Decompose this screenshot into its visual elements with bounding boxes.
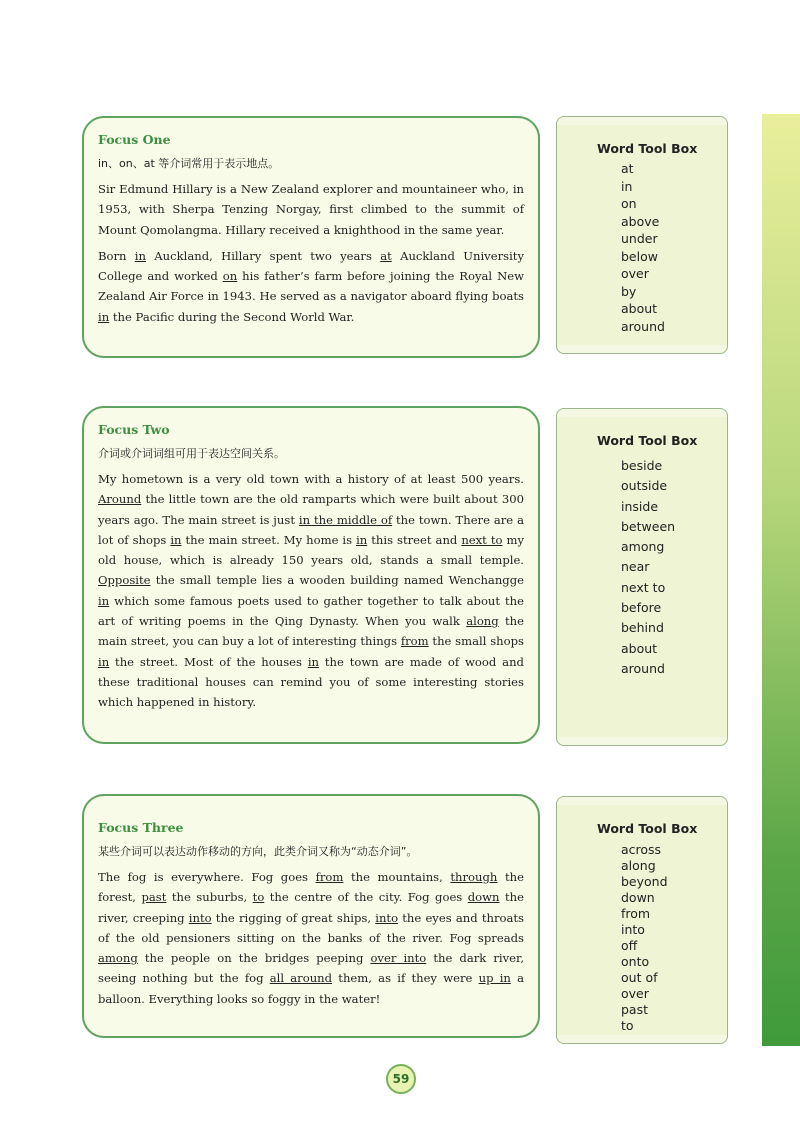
tool-word: across <box>621 842 662 857</box>
tool-word: by <box>621 283 637 299</box>
highlighted-preposition: along <box>466 614 499 629</box>
focus-subtitle: in、on、at 等介词常用于表示地点。 <box>98 157 280 170</box>
text-segment: this street and <box>367 532 462 547</box>
word-list <box>557 160 727 335</box>
tool-word: between <box>621 518 676 534</box>
tool-word: inside <box>621 498 659 514</box>
word-tool-box-two <box>556 416 728 738</box>
paragraph <box>98 469 524 713</box>
tool-word: down <box>621 890 655 905</box>
word-tool-box-one <box>556 124 728 346</box>
highlighted-preposition: in <box>134 248 146 263</box>
tool-word: at <box>621 161 634 176</box>
tool-word: from <box>621 906 651 921</box>
focus-title: Focus Three <box>98 820 184 835</box>
text-segment: Auckland University College and worked <box>98 248 524 284</box>
text-segment: the people on the bridges peeping <box>137 951 371 966</box>
text-segment: the eyes and throats of the old pensioners sitting on the banks of the river. Fog spreads <box>98 910 525 945</box>
highlighted-preposition: from <box>315 870 344 884</box>
highlighted-preposition: in <box>170 532 182 547</box>
text-segment: the main street. My home is <box>181 532 357 547</box>
side-color-bar <box>762 114 800 1046</box>
tool-word: beside <box>621 458 663 473</box>
highlighted-preposition: all around <box>269 971 333 986</box>
tool-word: over <box>621 266 649 281</box>
text-segment: a balloon. Everything looks so foggy in the water! <box>98 971 525 1006</box>
focus-subtitle: 介词或介词词组可用于表达空间关系。 <box>98 447 285 460</box>
tool-word: around <box>621 318 665 334</box>
highlighted-preposition: in <box>98 309 110 324</box>
highlighted-preposition: in <box>98 654 110 669</box>
tool-word: about <box>621 301 658 316</box>
tool-word: before <box>621 600 662 616</box>
highlighted-preposition: in <box>98 593 110 608</box>
text-segment: the town are made of wood and these traditional houses can remind you of some interesting stories which happened in history. <box>98 654 524 710</box>
highlighted-preposition: into <box>375 910 399 925</box>
text-segment: the forest, <box>98 870 524 905</box>
focus-title: Focus Two <box>98 422 170 437</box>
tool-word: beyond <box>621 874 668 889</box>
toolbox-title: Word Tool Box <box>597 821 698 836</box>
tool-word: onto <box>621 954 650 969</box>
tool-word: along <box>621 858 656 873</box>
highlighted-preposition: Around <box>98 492 142 507</box>
tool-word: over <box>621 986 649 1001</box>
highlighted-preposition: Opposite <box>98 573 151 588</box>
text-segment: the small temple lies a wooden building named Wenchangge <box>150 573 524 588</box>
focus-paragraphs <box>98 469 524 713</box>
highlighted-preposition: up in <box>478 971 511 986</box>
highlighted-preposition: next to <box>461 532 503 547</box>
text-segment: which some famous poets used to gather together to talk about the art of writing poems in the Qing Dynasty. When you walk <box>98 593 524 629</box>
toolbox-title: Word Tool Box <box>597 433 698 448</box>
highlighted-preposition: over into <box>370 951 427 966</box>
focus-one-box <box>82 116 540 358</box>
highlighted-preposition: in <box>307 654 320 669</box>
tool-word: under <box>621 231 658 246</box>
highlighted-preposition: in <box>356 532 368 547</box>
paragraph <box>98 179 524 240</box>
toolbox-title: Word Tool Box <box>597 141 698 156</box>
focus-paragraphs <box>98 179 524 327</box>
text-segment: the dark river, seeing nothing but the fog <box>98 951 524 986</box>
tool-word: above <box>621 213 660 229</box>
highlighted-preposition: down <box>467 890 500 905</box>
tool-word: on <box>621 196 637 211</box>
page-number: 59 <box>386 1064 416 1094</box>
text-segment: the centre of the city. Fog goes <box>264 890 468 905</box>
tool-word: in <box>621 178 633 194</box>
tool-word: below <box>621 248 658 264</box>
focus-paragraphs <box>98 867 524 1009</box>
tool-word: among <box>621 539 665 555</box>
text-segment: them, as if they were <box>332 971 479 986</box>
tool-word: into <box>621 922 645 937</box>
highlighted-preposition: through <box>450 870 498 884</box>
focus-title: Focus One <box>98 132 171 147</box>
highlighted-preposition: among <box>98 951 138 966</box>
text-segment: the river, creeping <box>98 890 524 925</box>
highlighted-preposition: from <box>400 634 429 649</box>
text-segment: the town. There are a lot of shops <box>98 512 524 547</box>
word-list <box>557 456 727 679</box>
text-segment: my old house, which is already 150 years old, stands a small temple. <box>98 532 524 568</box>
paragraph <box>98 867 524 1009</box>
tool-word: about <box>621 640 658 656</box>
text-segment: the mountains, <box>343 870 451 884</box>
text-segment: Auckland, Hillary spent two years <box>145 248 381 263</box>
tool-word: outside <box>621 478 668 494</box>
tool-word: past <box>621 1002 649 1017</box>
text-segment: Born <box>98 248 135 263</box>
word-tool-box-three <box>556 804 728 1036</box>
focus-two-box <box>82 406 540 744</box>
tool-word: to <box>621 1018 634 1033</box>
text-segment: Sir Edmund Hillary is a New Zealand explorer and mountaineer who, in 1953, with Sherpa Tenzing Norgay, first climbed to the summit of Mount Qomolangma. Hillary received a knighthood in the same year. <box>98 182 524 237</box>
tool-word: next to <box>621 579 666 595</box>
word-list <box>557 842 727 1034</box>
highlighted-preposition: at <box>380 248 392 263</box>
text-segment: his father’s farm before joining the Royal New Zealand Air Force in 1943. He served as a navigator aboard flying boats <box>98 269 524 304</box>
text-segment: The fog is everywhere. Fog goes <box>98 870 316 884</box>
text-segment: the rigging of great ships, <box>211 910 376 925</box>
text-segment: the Pacific during the Second World War. <box>109 309 355 324</box>
text-segment: the main street, you can buy a lot of interesting things <box>98 614 524 649</box>
paragraph <box>98 246 524 327</box>
text-segment: the small shops <box>428 634 524 649</box>
tool-word: off <box>621 938 638 953</box>
text-segment: the little town are the old ramparts which were built about 300 years ago. The main street is just <box>98 492 524 527</box>
highlighted-preposition: into <box>188 910 212 925</box>
highlighted-preposition: on <box>222 269 238 284</box>
text-segment: My hometown is a very old town with a history of at least 500 years. <box>98 472 524 486</box>
tool-word: around <box>621 660 665 676</box>
focus-three-box <box>82 794 540 1038</box>
highlighted-preposition: past <box>141 890 167 905</box>
highlighted-preposition: in the middle of <box>298 512 393 527</box>
tool-word: behind <box>621 620 664 636</box>
focus-subtitle: 某些介词可以表达动作移动的方向，此类介词又称为“动态介词”。 <box>98 845 418 858</box>
text-segment: the street. Most of the houses <box>109 654 308 669</box>
tool-word: out of <box>621 970 658 985</box>
highlighted-preposition: to <box>252 890 265 905</box>
text-segment: the suburbs, <box>166 890 253 905</box>
tool-word: near <box>621 559 650 575</box>
